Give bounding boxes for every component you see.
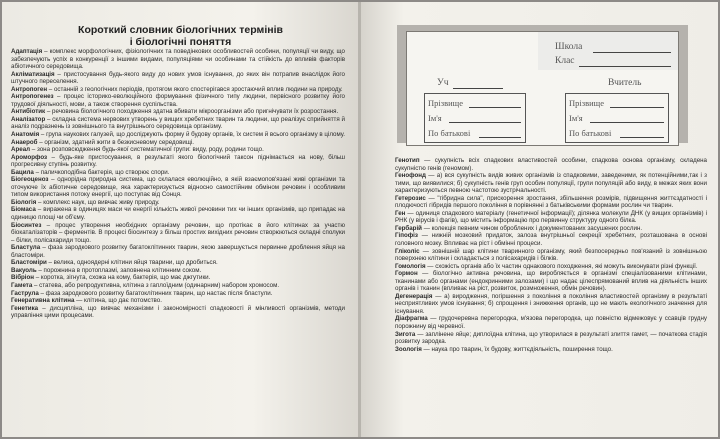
glossary-definition: — грудочеревна перегородка, м'язова перегородка, що повністю відмежовує у ссавців грудну порожнину від черевної. xyxy=(395,315,707,331)
glossary-definition: – пристосування будь-якого виду до нових умов існування, до яких він потрапив внаслідок його штучного переселення. xyxy=(11,70,345,86)
page-title xyxy=(2,24,359,48)
class-label: Клас xyxy=(555,56,575,66)
glossary-definition: – зона розповсюдження будь-якої систематичної групи: виду, роду, родини тощо. xyxy=(30,146,264,154)
glossary-term: Антропоген xyxy=(11,85,48,93)
glossary-entry xyxy=(395,248,707,263)
glossary-definition: — "гібридна сила", прискорення зростання, збільшення розмірів, підвищення життєздатності і плодючості гібридів першого покоління в порівнянні з батьківськими формами рослин чи тварин. xyxy=(395,194,707,210)
glossary-entry xyxy=(11,305,345,320)
glossary-definition: — а) виродження, погіршення з покоління в покоління властивостей організму в результаті несприятливих умов існування; б) спрощення і знижкення органів, що не мають екологічного значення для існування. xyxy=(395,292,707,315)
glossary-entry xyxy=(11,199,345,207)
glossary-term: Генетика xyxy=(11,304,39,312)
glossary-term: Генотип xyxy=(395,157,420,164)
teacher-patronymic-label: По батькові xyxy=(569,128,612,138)
student-patronymic-label: По батькові xyxy=(428,128,471,138)
glossary-entry xyxy=(395,157,707,172)
school-line xyxy=(593,52,671,53)
glossary-entry xyxy=(11,48,345,71)
glossary-entry xyxy=(11,139,345,147)
glossary-term: Гіпофіз xyxy=(395,232,418,240)
glossary-definition: – фаза зародкового розвитку багатоклітинних тварин, якою завершується первинне дроблення яйця на бластоміри. xyxy=(11,244,345,259)
glossary-term: Антропогенез xyxy=(11,93,54,101)
glossary-entry xyxy=(11,282,345,290)
glossary-definition: – статева, або репродуктивна, клітина з гаплоїдним (одинарним) набором хромосом. xyxy=(32,281,280,289)
glossary-term: Вакуоль xyxy=(11,266,37,274)
student-name-line xyxy=(449,122,521,123)
glossary-entry xyxy=(11,86,345,94)
glossary-term: Біосинтез xyxy=(11,221,42,229)
teacher-name-label: Ім'я xyxy=(569,113,583,123)
title-line-1: Короткий словник біологічних термінів xyxy=(78,24,283,36)
glossary-term: Біомаса xyxy=(11,206,36,214)
glossary-term: Гаструла xyxy=(11,289,39,297)
glossary-entry xyxy=(11,116,345,131)
glossary-entry xyxy=(11,259,345,267)
glossary-definition: – останній з геологічних періодів, протягом якого спостерігався зростаючий вплив людини на природу. xyxy=(47,85,343,93)
glossary-entry xyxy=(11,71,345,86)
glossary-entry xyxy=(395,270,707,293)
glossary-entry xyxy=(395,210,707,225)
glossary-term: Біологія xyxy=(11,198,37,206)
glossary-definition: – однорідна природна система, що склалася еволюційно, в якій взаємопов'язані живі організми та оточуюче їх абіотичне середовище, яка характеризується відносно самостійним обміном речовин і особливим типом використання потоку енергії, що поступає від Сонця. xyxy=(11,176,345,199)
student-patronymic-line xyxy=(479,137,521,138)
left-page xyxy=(2,2,359,437)
teacher-surname-line xyxy=(610,107,664,108)
glossary-definition: — колекція певним чином оброблених і документованих засушених рослин. xyxy=(421,224,643,232)
glossary-term: Гормон xyxy=(395,270,418,278)
glossary-entry xyxy=(11,131,345,139)
glossary-entry xyxy=(11,146,345,154)
glossary-right xyxy=(395,157,707,353)
glossary-entry xyxy=(11,274,345,282)
glossary-term: Акліматизація xyxy=(11,70,55,78)
glossary-entry xyxy=(395,293,707,316)
glossary-definition: – організм, здатний жити в безкисневому середовищі. xyxy=(37,138,195,146)
glossary-entry xyxy=(11,244,345,259)
glossary-term: Антибіотик xyxy=(11,108,46,116)
glossary-definition: – речовина біологічного походження здатна вбивати мікроорганізми або пригнічувати їх розростання. xyxy=(45,108,339,116)
glossary-term: Генеративна клітина xyxy=(11,297,75,305)
glossary-term: Зоологія xyxy=(395,345,422,353)
label-card xyxy=(406,31,679,146)
glossary-definition: – комплекс морфологічних, фізіологічних та поведінкових особливостей особини, популяції чи виду, що забезпечують успіх в конкуренції з іншими видами, популяціями чи особинами та стійкість до впливів факторів абіотичного середовища. xyxy=(11,48,345,71)
glossary-term: Бластула xyxy=(11,244,41,252)
glossary-entry xyxy=(11,206,345,221)
glossary-entry xyxy=(395,172,707,195)
teacher-name-line xyxy=(590,122,664,123)
glossary-definition: – група наукових галузей, що досліджують форму й будову органів, їх систем й всього організму в цілому. xyxy=(39,131,345,139)
glossary-term: Ареал xyxy=(11,146,31,154)
glossary-term: Дегенерація xyxy=(395,292,433,300)
glossary-definition: — заплінене яйце; диплоїдна клітина, що утворилася в результаті злиття гамет, — початкова стадія розвитку зародка. xyxy=(395,330,707,346)
glossary-entry xyxy=(11,169,345,177)
teacher-label: Вчитель xyxy=(608,78,642,88)
teacher-info-box xyxy=(565,93,669,143)
glossary-term: Аналізатор xyxy=(11,115,46,123)
glossary-entry xyxy=(11,176,345,199)
glossary-term: Анаероб xyxy=(11,138,38,146)
glossary-definition: – велика, одноядерні клітини яйця тварини, що дробиться. xyxy=(46,259,218,267)
glossary-term: Бластоміри xyxy=(11,259,47,267)
teacher-surname-label: Прізвище xyxy=(569,98,604,108)
glossary-definition: – паличкоподібна бактерія, що створює спори. xyxy=(33,168,170,176)
student-name-label: Ім'я xyxy=(428,113,442,123)
title-line-2: і біологічні поняття xyxy=(129,36,232,48)
glossary-entry xyxy=(395,225,707,233)
glossary-definition: — наука про тварин, їх будову, життєдіяльність, поширення тощо. xyxy=(421,345,613,353)
glossary-definition: – фаза зародкового розвитку багатоклітинних тварин, що настає після бластули. xyxy=(38,289,273,297)
glossary-definition: — сукупність всіх спадкових властивостей особини, спадкова основа організму, складена сукупністю генів (геномом). xyxy=(395,157,707,172)
glossary-definition: – коротка, зігнута, схожа на кому, бактерія, що має джгутики. xyxy=(34,274,211,282)
glossary-entry xyxy=(395,263,707,271)
glossary-entry xyxy=(11,222,345,245)
glossary-definition: — нижній мозковий придаток, залоза внутрішньої секреції хребетних, розташована в основі головного мозку. Впливає на ріст і обмінні процеси. xyxy=(395,232,707,248)
glossary-definition: – комплекс наук, що вивчає живу природу. xyxy=(36,198,160,206)
glossary-definition: — зовнішній шар клітини тваринного організму, який безпосередньо пов'язаний із зовнішньою поверхнею клітини і складається з полісахаридів і білків. xyxy=(395,247,707,263)
glossary-definition: – виражена в одиницях маси чи енергії кількість живої речовини тих чи інших організмів, що припадає на одиницю площі чи об'єму. xyxy=(11,206,345,222)
glossary-definition: – складна система нервових утворень у вищих хребетних тварин та людини, що реалізує сприйняття й аналіз подразнень із зовнішнього та внутрішнього середовища організму. xyxy=(11,115,345,131)
glossary-definition: — одиниця спадкового матеріалу (генетичної інформації); ділянка молекули ДНК (у вищих організмів) і РНК (у вірусів і фагів), що містить інформацію про первинну структуру одного білка. xyxy=(395,209,707,225)
glossary-entry xyxy=(11,267,345,275)
glossary-definition: – процес утворення необхідних організму речовин, що протікає в його клітинах за участю біокаталізаторів – ферментів. В процесі біосинтезу з більш простих вихідних речовин створюються складні сполуки – білки, полісахариди тощо. xyxy=(11,221,345,244)
student-surname-label: Прізвище xyxy=(428,98,463,108)
glossary-term: Генофонд xyxy=(395,172,426,180)
glossary-term: Гербарій xyxy=(395,224,422,232)
glossary-entry xyxy=(11,108,345,116)
glossary-definition: – дисципліна, що вивчає механізми і закономірності спадковості й мінливості організмів, методи управління цими процесами. xyxy=(11,304,345,320)
glossary-definition: — схожість органів або їх частин однакового походження, які можуть виконувати різні функції. xyxy=(425,262,698,270)
glossary-entry xyxy=(395,232,707,247)
glossary-entry xyxy=(11,297,345,305)
glossary-term: Діафрагма xyxy=(395,315,428,323)
glossary-definition: — клітина, що дає потомство. xyxy=(74,297,162,305)
glossary-entry xyxy=(11,154,345,169)
glossary-definition: — біологічно активна речовина, що виробляється в організмі спеціалізованими клітинами, тканинами або органами (ендокринними залозами) і що надає цілеспрямований вплив на діяльність інших органів і тканин (впливає на ріст, розвиток, розмноження, обмін речовин). xyxy=(395,270,707,293)
glossary-entry xyxy=(11,93,345,108)
book-spread xyxy=(2,2,718,437)
glossary-entry xyxy=(11,290,345,298)
glossary-term: Гетерозис xyxy=(395,194,426,202)
glossary-term: Гомологія xyxy=(395,262,426,270)
glossary-definition: — а) вся сукупність видів живих організмів із спадковими, заведеними, як потенційними,так і з тими, що виявилися; б) сукупність генів груп особин популяції, групи популяцій або виду, в межах яких вони характеризуються певною частотою зустрічальності. xyxy=(395,172,707,195)
glossary-term: Гамета xyxy=(11,281,33,289)
glossary-term: Біогеоценоз xyxy=(11,176,49,184)
student-surname-line xyxy=(469,107,521,108)
glossary-entry xyxy=(395,331,707,346)
teacher-patronymic-line xyxy=(620,137,664,138)
glossary-term: Анатомія xyxy=(11,131,40,139)
student-label: Уч xyxy=(437,78,449,88)
school-label: Школа xyxy=(555,42,583,52)
student-info-box xyxy=(424,93,526,143)
glossary-definition: – порожнина в протоплазмі, заповнена клітинним соком. xyxy=(36,266,202,274)
glossary-entry xyxy=(395,315,707,330)
glossary-term: Ароморфоз xyxy=(11,153,48,161)
glossary-entry xyxy=(395,346,707,354)
class-line xyxy=(579,66,671,67)
glossary-term: Вібріон xyxy=(11,274,35,282)
glossary-left xyxy=(11,48,345,320)
glossary-entry xyxy=(395,195,707,210)
glossary-term: Гліколіс xyxy=(395,247,420,255)
right-page xyxy=(361,2,718,437)
glossary-term: Бацила xyxy=(11,168,34,176)
glossary-definition: – будь-яке пристосування, в результаті якого біологічний таксон піднімається на нову, більш прогресивну ступінь розвитку. xyxy=(11,153,345,169)
student-line xyxy=(453,88,503,89)
glossary-definition: – процес історико-еволюційного формування фізичного типу людини, первісного розвитку його трудової діяльності, мови, а також створення суспільства. xyxy=(11,93,345,108)
glossary-term: Адаптація xyxy=(11,48,43,55)
glossary-term: Зигота xyxy=(395,330,416,338)
glossary-term: Ген xyxy=(395,209,406,217)
